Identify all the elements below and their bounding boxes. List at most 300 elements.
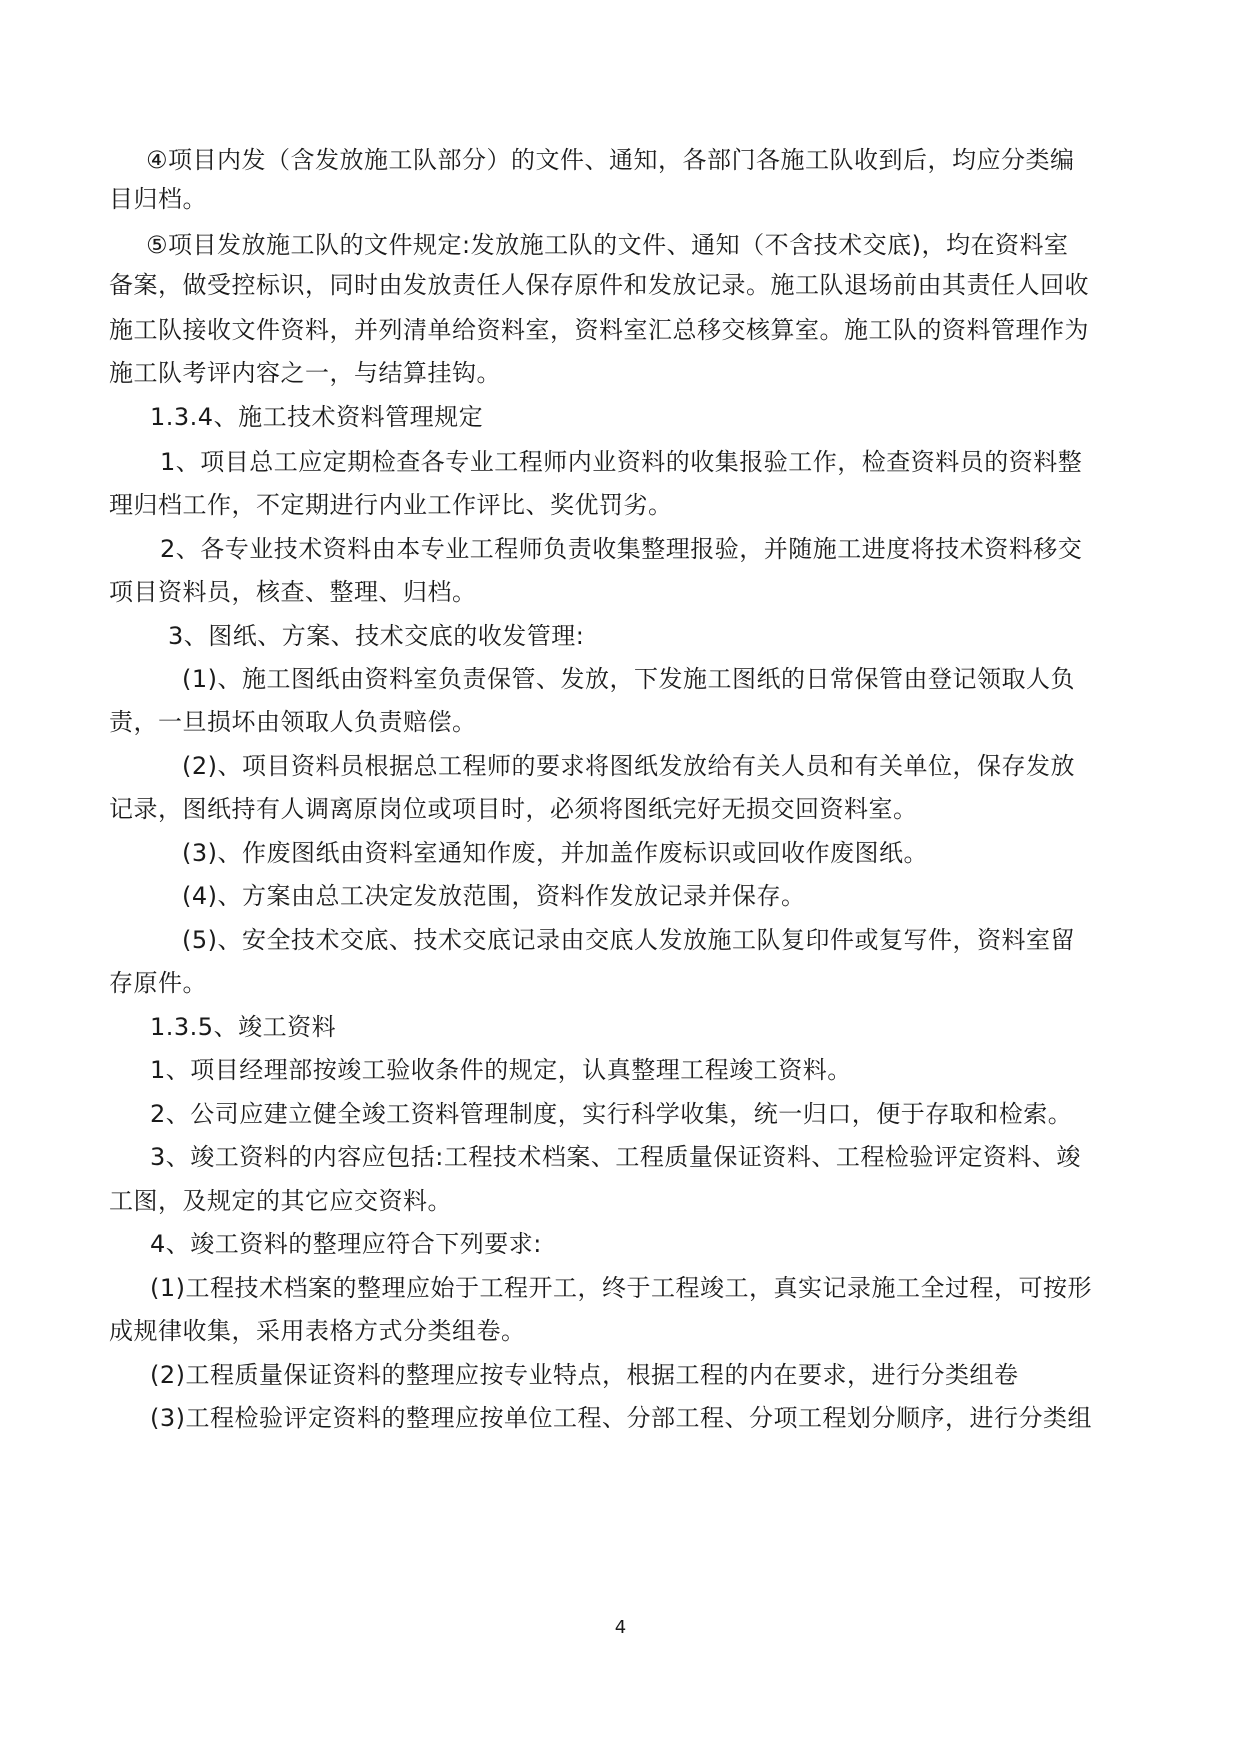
paragraph-line: (3)、作废图纸由资料室通知作废，并加盖作废标识或回收作废图纸。 <box>182 839 928 867</box>
glyph: 报 <box>739 448 764 476</box>
glyph: 项 <box>168 146 193 174</box>
glyph: 报 <box>690 535 715 563</box>
glyph: 发 <box>658 665 684 693</box>
glyph: 技 <box>234 1274 260 1302</box>
section-heading: 1.3.5、竣工资料 <box>150 1013 337 1041</box>
glyph: 队 <box>756 926 782 954</box>
glyph: 各 <box>756 146 781 174</box>
glyph: 留 <box>1050 926 1076 954</box>
glyph: 工 <box>553 1274 578 1302</box>
paragraph-line: 理归档工作，不定期进行内业工作评比、奖优罚劣。 <box>109 491 673 519</box>
glyph: 组 <box>1067 1404 1093 1432</box>
glyph: 术 <box>838 231 863 259</box>
glyph: 料 <box>347 535 372 563</box>
glyph: 含 <box>290 146 316 174</box>
glyph: 项 <box>168 231 193 259</box>
glyph: ， <box>305 271 330 299</box>
glyph: 和 <box>830 752 855 780</box>
glyph: 录 <box>847 1274 872 1302</box>
glyph: 3 <box>159 1404 176 1432</box>
glyph: 工 <box>443 1143 469 1171</box>
glyph: 分 <box>1001 146 1026 174</box>
glyph: ) <box>175 1274 186 1302</box>
glyph: 术 <box>959 535 985 563</box>
glyph: 验 <box>763 448 789 476</box>
glyph: 检 <box>371 448 397 476</box>
glyph: 项 <box>200 448 225 476</box>
glyph: 收 <box>207 316 232 344</box>
glyph: 资 <box>762 1143 787 1171</box>
glyph: 有 <box>854 752 880 780</box>
glyph: 后 <box>903 146 928 174</box>
glyph: 室 <box>413 665 439 693</box>
glyph: 文 <box>231 316 256 344</box>
glyph: ⑤ <box>146 231 169 259</box>
glyph: 施 <box>844 316 869 344</box>
glyph: 业 <box>249 535 274 563</box>
glyph: 工 <box>553 1404 578 1432</box>
glyph: 收 <box>1064 271 1089 299</box>
glyph: ， <box>837 448 862 476</box>
glyph: 案 <box>308 1274 333 1302</box>
glyph: 资 <box>332 1404 358 1432</box>
glyph: 类 <box>1025 146 1051 174</box>
glyph: 。 <box>819 316 844 344</box>
glyph: 放 <box>1050 752 1076 780</box>
glyph: 于 <box>455 1274 480 1302</box>
glyph: ， <box>577 1274 603 1302</box>
glyph: 定 <box>958 1143 983 1171</box>
glyph: 发 <box>217 231 242 259</box>
glyph: 术 <box>517 1143 542 1171</box>
glyph: 内 <box>567 448 593 476</box>
glyph: 案 <box>133 271 158 299</box>
glyph: ， <box>158 271 183 299</box>
glyph: 位 <box>528 1404 554 1432</box>
paragraph-line <box>150 1142 1081 1172</box>
glyph: 室 <box>525 316 550 344</box>
glyph: 员 <box>805 752 831 780</box>
glyph: 本 <box>396 535 421 563</box>
glyph: 门 <box>731 146 757 174</box>
glyph: 案 <box>566 1143 591 1171</box>
glyph: 发 <box>658 926 684 954</box>
glyph: 程 <box>210 1404 235 1432</box>
glyph: 责 <box>966 271 991 299</box>
glyph: 记 <box>697 271 722 299</box>
glyph: 程 <box>468 1143 493 1171</box>
glyph: 管 <box>511 665 537 693</box>
glyph: 其 <box>942 271 967 299</box>
glyph: 理 <box>1015 316 1040 344</box>
glyph: 求 <box>560 752 586 780</box>
glyph: （ <box>740 231 765 259</box>
glyph: 技 <box>273 535 299 563</box>
glyph: 施 <box>683 665 708 693</box>
glyph: 按 <box>479 1404 505 1432</box>
glyph: 作 <box>1040 316 1065 344</box>
glyph: 料 <box>786 1143 812 1171</box>
glyph: 资 <box>476 316 501 344</box>
glyph: 负 <box>543 535 568 563</box>
glyph: 纸 <box>315 665 341 693</box>
glyph: 知 <box>715 231 741 259</box>
glyph: 纸 <box>634 752 659 780</box>
glyph: 存 <box>1001 752 1027 780</box>
glyph: 。 <box>746 271 771 299</box>
glyph: 料 <box>389 665 414 693</box>
glyph: 施 <box>519 231 545 259</box>
glyph: 发 <box>648 271 673 299</box>
glyph: 资 <box>910 448 936 476</box>
paragraph-line <box>146 230 1069 260</box>
glyph: 目 <box>192 146 218 174</box>
glyph: 清 <box>403 316 428 344</box>
glyph: 工 <box>185 1404 211 1432</box>
glyph: 领 <box>977 665 1002 693</box>
glyph: 2 <box>191 752 208 780</box>
glyph: 工 <box>290 231 316 259</box>
glyph: 程 <box>700 1404 725 1432</box>
glyph: 编 <box>1050 146 1075 174</box>
glyph: 开 <box>528 1274 554 1302</box>
glyph: 资 <box>616 448 642 476</box>
glyph: 目 <box>192 231 218 259</box>
glyph: 分 <box>626 1404 652 1432</box>
glyph: 料 <box>315 752 341 780</box>
glyph: ( <box>150 1274 160 1302</box>
paragraph-line: 成规律收集，采用表格方式分类组卷。 <box>109 1317 526 1345</box>
paragraph-line: 项目资料员，核查、整理、归档。 <box>109 578 477 606</box>
glyph: 内 <box>217 146 242 174</box>
glyph: 工 <box>724 1274 750 1302</box>
glyph: 队 <box>568 231 594 259</box>
glyph: 程 <box>639 1143 665 1171</box>
glyph: 发 <box>470 231 496 259</box>
glyph: 控 <box>231 271 256 299</box>
glyph: 目 <box>266 752 292 780</box>
glyph: 程 <box>518 448 544 476</box>
glyph: 专 <box>445 448 470 476</box>
glyph: 程 <box>504 1274 529 1302</box>
glyph: 料 <box>263 1143 289 1171</box>
glyph: 汇 <box>648 316 673 344</box>
glyph: 整 <box>641 535 666 563</box>
glyph: 到 <box>878 146 904 174</box>
glyph: 档 <box>541 1143 567 1171</box>
glyph: 记 <box>511 926 537 954</box>
glyph: 含 <box>789 231 814 259</box>
glyph: 工 <box>805 146 830 174</box>
paragraph-line <box>150 1273 1093 1303</box>
glyph: 程 <box>210 1274 235 1302</box>
glyph: 知 <box>633 146 659 174</box>
glyph: 发 <box>403 271 428 299</box>
glyph: 分 <box>749 1404 774 1432</box>
glyph: 1 <box>191 665 208 693</box>
glyph: 保 <box>854 665 880 693</box>
glyph: 质 <box>664 1143 689 1171</box>
glyph: 安 <box>242 926 267 954</box>
glyph: 算 <box>770 316 795 344</box>
glyph: ) <box>911 231 922 259</box>
glyph: 放 <box>427 271 452 299</box>
glyph: 为 <box>1064 316 1089 344</box>
glyph: 真 <box>773 1274 799 1302</box>
glyph: 队 <box>315 231 340 259</box>
glyph: 室 <box>1026 926 1051 954</box>
glyph: 术 <box>315 926 341 954</box>
paragraph-line: 记录，图纸持有人调离原岗位或项目时，必须将图纸完好无损交回资料室。 <box>109 795 918 823</box>
glyph: 形 <box>1067 1274 1093 1302</box>
glyph: 总 <box>413 752 439 780</box>
glyph: 资 <box>994 231 1020 259</box>
glyph: 有 <box>732 752 757 780</box>
glyph: 前 <box>893 271 918 299</box>
glyph: 术 <box>259 1274 284 1302</box>
glyph: 底 <box>487 926 512 954</box>
glyph: 分 <box>871 1404 897 1432</box>
glyph: 登 <box>928 665 953 693</box>
glyph: 收 <box>854 146 879 174</box>
glyph: 由 <box>903 665 929 693</box>
glyph: 查 <box>396 448 421 476</box>
glyph: 员 <box>340 752 365 780</box>
glyph: 要 <box>536 752 561 780</box>
glyph: 单 <box>427 316 452 344</box>
glyph: 资 <box>322 535 348 563</box>
glyph: 、 <box>811 1143 836 1171</box>
glyph: 工 <box>788 448 813 476</box>
glyph: 由 <box>917 271 942 299</box>
glyph: 施 <box>109 316 134 344</box>
glyph: ， <box>550 316 575 344</box>
glyph: ( <box>182 926 192 954</box>
glyph: 保 <box>713 1143 738 1171</box>
glyph: 保 <box>487 665 512 693</box>
glyph: 各 <box>682 146 708 174</box>
glyph: 料 <box>1019 231 1044 259</box>
glyph: 任 <box>476 271 501 299</box>
glyph: 接 <box>182 316 207 344</box>
glyph: 常 <box>830 665 855 693</box>
glyph: 各 <box>200 535 225 563</box>
glyph: 、 <box>175 535 201 563</box>
glyph: 全 <box>920 1274 946 1302</box>
glyph: 可 <box>1018 1274 1044 1302</box>
glyph: 括 <box>410 1143 436 1171</box>
glyph: 工 <box>266 665 292 693</box>
glyph: 、 <box>584 146 610 174</box>
glyph: 评 <box>283 1404 309 1432</box>
glyph: 室 <box>623 316 648 344</box>
glyph: 施 <box>707 926 733 954</box>
glyph: 的 <box>984 448 1009 476</box>
glyph: 档 <box>283 1274 309 1302</box>
glyph: 交 <box>462 926 488 954</box>
glyph: ( <box>182 752 192 780</box>
glyph: 回 <box>1040 271 1065 299</box>
glyph: 业 <box>592 448 617 476</box>
glyph: 5 <box>191 926 208 954</box>
glyph: 下 <box>634 665 659 693</box>
glyph: 料 <box>357 1404 382 1432</box>
glyph: 序 <box>920 1404 946 1432</box>
glyph: 证 <box>737 1143 763 1171</box>
glyph: 记 <box>822 1274 848 1302</box>
glyph: 保 <box>977 752 1002 780</box>
glyph: 写 <box>903 926 929 954</box>
glyph: 工 <box>185 1274 211 1302</box>
glyph: 存 <box>550 271 575 299</box>
glyph: 技 <box>413 926 439 954</box>
glyph: 划 <box>847 1404 872 1432</box>
glyph: 程 <box>577 1404 603 1432</box>
glyph: ， <box>658 146 683 174</box>
glyph: 料 <box>1007 1143 1032 1171</box>
glyph: 定 <box>322 448 348 476</box>
glyph: 收 <box>592 535 617 563</box>
glyph: 的 <box>381 1404 407 1432</box>
glyph: 检 <box>884 1143 910 1171</box>
glyph: 图 <box>291 665 316 693</box>
glyph: 竣 <box>700 1274 725 1302</box>
glyph: 核 <box>746 316 771 344</box>
glyph: 通 <box>691 231 716 259</box>
glyph: ) <box>207 926 218 954</box>
glyph: 料 <box>966 316 991 344</box>
glyph: 技 <box>291 926 316 954</box>
glyph: 始 <box>430 1274 456 1302</box>
glyph: 单 <box>903 752 929 780</box>
glyph: 件 <box>560 146 585 174</box>
glyph: 、 <box>602 1404 627 1432</box>
glyph: 程 <box>860 1143 885 1171</box>
glyph: 交 <box>585 926 610 954</box>
glyph: 在 <box>970 231 995 259</box>
glyph: 工 <box>479 1274 505 1302</box>
glyph: 整 <box>1057 448 1083 476</box>
glyph: 人 <box>781 752 806 780</box>
glyph: 工 <box>837 535 862 563</box>
glyph: 、 <box>175 448 201 476</box>
glyph: 或 <box>854 926 880 954</box>
glyph: 术 <box>438 926 463 954</box>
paragraph-line <box>182 925 1076 955</box>
glyph: 放 <box>672 271 697 299</box>
glyph: 工 <box>675 1404 701 1432</box>
paragraph-line: 2、公司应建立健全竣工资料管理制度，实行科学收集，统一归口，便于存取和检索。 <box>150 1100 1073 1128</box>
glyph: 实 <box>798 1274 823 1302</box>
glyph: 总 <box>672 316 697 344</box>
glyph: 同 <box>329 271 354 299</box>
glyph: 印 <box>805 926 831 954</box>
glyph: 工 <box>835 1143 861 1171</box>
glyph: 任 <box>991 271 1016 299</box>
glyph: 各 <box>420 448 446 476</box>
glyph: 件 <box>928 926 953 954</box>
glyph: 的 <box>332 1274 358 1302</box>
glyph: 技 <box>935 535 960 563</box>
glyph: 资 <box>574 316 599 344</box>
glyph: 标 <box>256 271 281 299</box>
glyph: 关 <box>879 752 904 780</box>
glyph: 的 <box>593 231 618 259</box>
glyph: 、 <box>724 1404 750 1432</box>
glyph: 料 <box>305 316 330 344</box>
glyph: 交 <box>862 231 888 259</box>
glyph: 并 <box>763 535 789 563</box>
glyph: 业 <box>445 535 470 563</box>
glyph: 工 <box>273 448 299 476</box>
glyph: 进 <box>969 1404 995 1432</box>
glyph: 术 <box>298 535 323 563</box>
glyph: 记 <box>952 665 978 693</box>
glyph: 的 <box>511 146 536 174</box>
glyph: 保 <box>525 271 550 299</box>
glyph: 应 <box>406 1274 431 1302</box>
glyph: 业 <box>469 448 495 476</box>
glyph: 工 <box>795 271 820 299</box>
glyph: 查 <box>886 448 911 476</box>
glyph: 验 <box>714 535 740 563</box>
glyph: 按 <box>1043 1274 1068 1302</box>
paragraph-line: 1、项目经理部按竣工验收条件的规定，认真整理工程竣工资料。 <box>150 1056 852 1084</box>
glyph: 过 <box>945 1274 970 1302</box>
glyph: 原 <box>574 271 599 299</box>
glyph: 管 <box>879 665 904 693</box>
glyph: 顺 <box>896 1404 921 1432</box>
glyph: 随 <box>788 535 813 563</box>
glyph: 不 <box>764 231 790 259</box>
glyph: 均 <box>945 231 971 259</box>
section-heading: 1.3.4、施工技术资料管理规定 <box>150 403 484 431</box>
glyph: 集 <box>714 448 740 476</box>
glyph: 程 <box>675 1274 701 1302</box>
glyph: 分 <box>462 146 487 174</box>
glyph: ， <box>952 926 978 954</box>
glyph: 应 <box>976 146 1002 174</box>
glyph: 工 <box>469 535 495 563</box>
glyph: 料 <box>935 448 960 476</box>
glyph: 人 <box>1026 665 1051 693</box>
glyph: 列 <box>378 316 403 344</box>
glyph: 底 <box>887 231 912 259</box>
glyph: 和 <box>623 271 648 299</box>
glyph: 终 <box>602 1274 627 1302</box>
glyph: 移 <box>697 316 722 344</box>
glyph: 均 <box>952 146 977 174</box>
glyph: 发 <box>315 146 340 174</box>
glyph: 纸 <box>756 665 782 693</box>
glyph: 底 <box>364 926 390 954</box>
glyph: 录 <box>536 926 561 954</box>
glyph: 理 <box>381 1274 407 1302</box>
paragraph-line: 存原件。 <box>109 969 207 997</box>
glyph: 责 <box>462 665 488 693</box>
glyph: 施 <box>780 146 806 174</box>
glyph: 1 <box>160 448 176 476</box>
glyph: 给 <box>452 316 477 344</box>
glyph: 录 <box>721 271 746 299</box>
paragraph-line: 工图，及规定的其它应交资料。 <box>109 1187 452 1215</box>
glyph: 责 <box>567 535 593 563</box>
glyph: 应 <box>455 1404 480 1432</box>
glyph: ） <box>486 146 512 174</box>
glyph: 由 <box>371 535 397 563</box>
glyph: 位 <box>928 752 953 780</box>
glyph: : <box>435 1143 444 1171</box>
